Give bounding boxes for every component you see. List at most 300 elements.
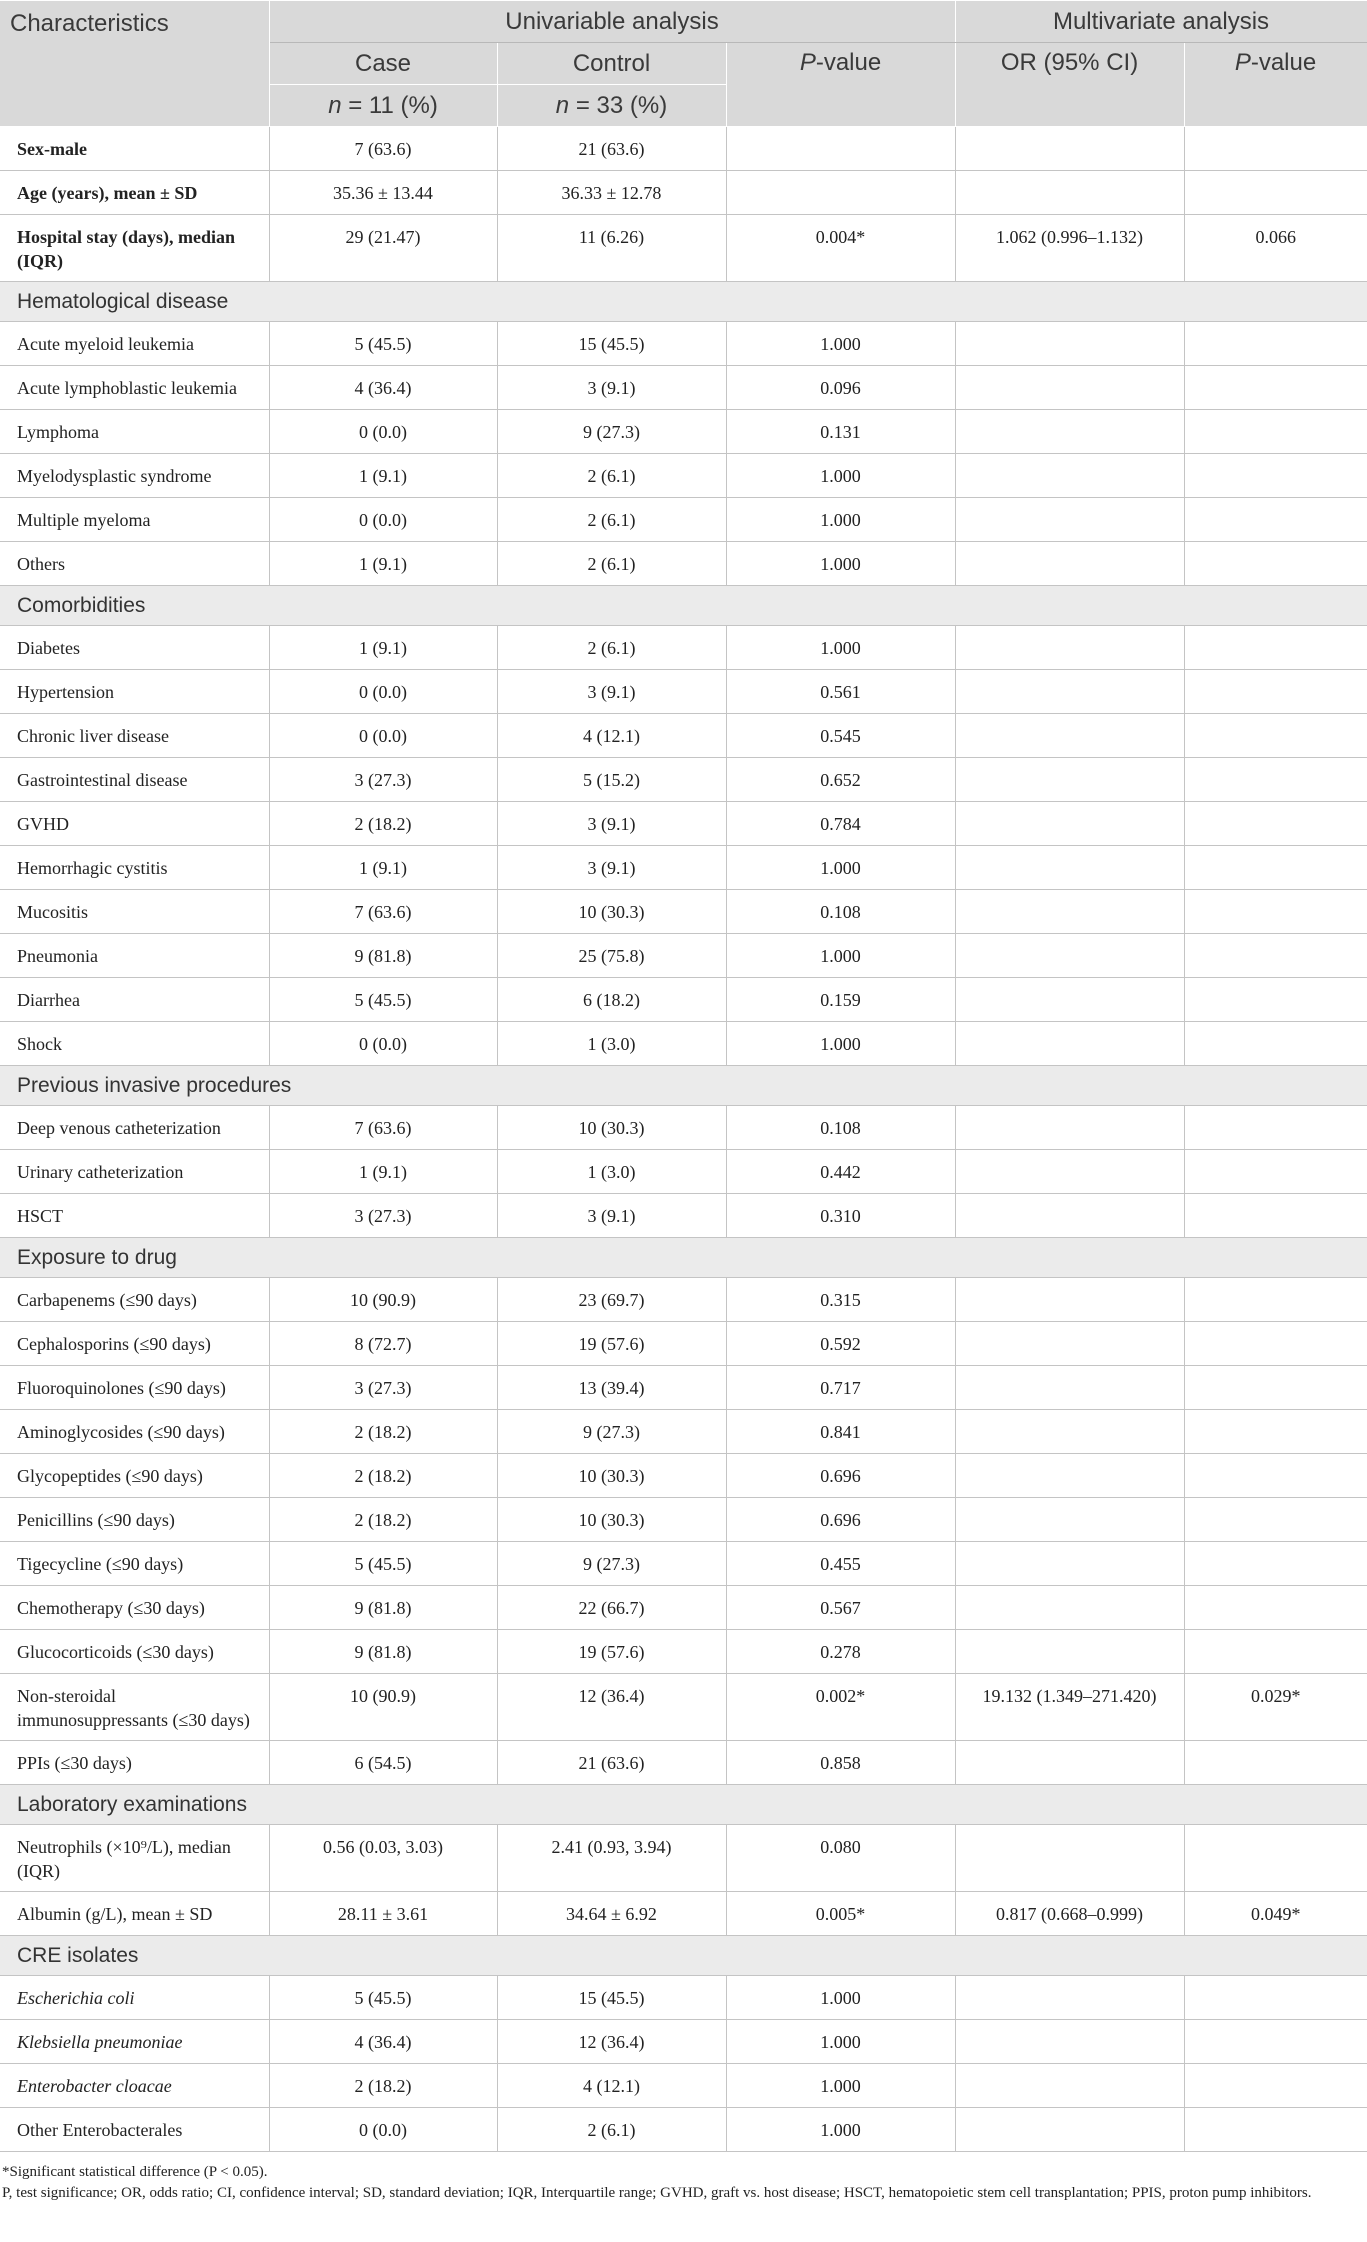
cell-multivariate-pvalue bbox=[1184, 498, 1367, 542]
cell-case: 1 (9.1) bbox=[269, 542, 497, 586]
cell-or-ci bbox=[955, 1150, 1184, 1194]
table-row bbox=[0, 1278, 1367, 1322]
table-row bbox=[0, 890, 1367, 934]
cell-case: 4 (36.4) bbox=[269, 366, 497, 410]
cell-characteristic: Hospital stay (days), median (IQR) bbox=[0, 215, 269, 282]
cell-or-ci bbox=[955, 322, 1184, 366]
cell-univariable-pvalue: 1.000 bbox=[726, 846, 955, 890]
cell-characteristic: Klebsiella pneumoniae bbox=[0, 2020, 269, 2064]
cell-characteristic: Multiple myeloma bbox=[0, 498, 269, 542]
cell-univariable-pvalue: 0.002* bbox=[726, 1674, 955, 1741]
table-row bbox=[0, 626, 1367, 670]
cell-or-ci bbox=[955, 1278, 1184, 1322]
cell-case: 5 (45.5) bbox=[269, 978, 497, 1022]
cell-multivariate-pvalue bbox=[1184, 542, 1367, 586]
cell-univariable-pvalue: 1.000 bbox=[726, 2020, 955, 2064]
cell-multivariate-pvalue bbox=[1184, 1630, 1367, 1674]
header-or-ci: OR (95% CI) bbox=[955, 43, 1184, 127]
table-body bbox=[0, 127, 1367, 2152]
section-row bbox=[0, 586, 1367, 626]
cell-characteristic: Deep venous catheterization bbox=[0, 1106, 269, 1150]
cell-univariable-pvalue: 1.000 bbox=[726, 1976, 955, 2020]
table-row bbox=[0, 846, 1367, 890]
cell-or-ci bbox=[955, 454, 1184, 498]
header-case: Case bbox=[269, 43, 497, 85]
cell-or-ci bbox=[955, 410, 1184, 454]
cell-univariable-pvalue: 0.442 bbox=[726, 1150, 955, 1194]
cell-multivariate-pvalue bbox=[1184, 846, 1367, 890]
cell-control: 9 (27.3) bbox=[497, 1542, 726, 1586]
cell-control: 12 (36.4) bbox=[497, 1674, 726, 1741]
cell-characteristic: Acute myeloid leukemia bbox=[0, 322, 269, 366]
cell-multivariate-pvalue bbox=[1184, 758, 1367, 802]
table-row bbox=[0, 215, 1367, 282]
cell-characteristic: PPIs (≤30 days) bbox=[0, 1741, 269, 1785]
cell-characteristic: Chemotherapy (≤30 days) bbox=[0, 1586, 269, 1630]
cell-case: 2 (18.2) bbox=[269, 802, 497, 846]
cell-or-ci bbox=[955, 498, 1184, 542]
table-row bbox=[0, 1410, 1367, 1454]
cell-or-ci bbox=[955, 1542, 1184, 1586]
cell-univariable-pvalue: 0.310 bbox=[726, 1194, 955, 1238]
cell-characteristic: Diabetes bbox=[0, 626, 269, 670]
cell-case: 28.11 ± 3.61 bbox=[269, 1892, 497, 1936]
table-row bbox=[0, 758, 1367, 802]
cell-case: 7 (63.6) bbox=[269, 127, 497, 171]
cell-characteristic: Acute lymphoblastic leukemia bbox=[0, 366, 269, 410]
table-row bbox=[0, 1586, 1367, 1630]
cell-characteristic: Aminoglycosides (≤90 days) bbox=[0, 1410, 269, 1454]
cell-or-ci bbox=[955, 1630, 1184, 1674]
cell-or-ci bbox=[955, 846, 1184, 890]
table-row bbox=[0, 1630, 1367, 1674]
cell-case: 0 (0.0) bbox=[269, 410, 497, 454]
cell-multivariate-pvalue: 0.066 bbox=[1184, 215, 1367, 282]
table-row bbox=[0, 1106, 1367, 1150]
cell-multivariate-pvalue bbox=[1184, 322, 1367, 366]
cell-univariable-pvalue: 0.455 bbox=[726, 1542, 955, 1586]
cell-case: 1 (9.1) bbox=[269, 1150, 497, 1194]
cell-univariable-pvalue: 0.096 bbox=[726, 366, 955, 410]
cell-case: 7 (63.6) bbox=[269, 1106, 497, 1150]
cell-control: 22 (66.7) bbox=[497, 1586, 726, 1630]
table-row bbox=[0, 1322, 1367, 1366]
cell-or-ci: 1.062 (0.996–1.132) bbox=[955, 215, 1184, 282]
cell-case: 9 (81.8) bbox=[269, 934, 497, 978]
section-row bbox=[0, 1785, 1367, 1825]
table-row bbox=[0, 978, 1367, 1022]
section-heading: Laboratory examinations bbox=[0, 1785, 1367, 1825]
cell-case: 2 (18.2) bbox=[269, 1454, 497, 1498]
cell-univariable-pvalue: 0.717 bbox=[726, 1366, 955, 1410]
cell-control: 23 (69.7) bbox=[497, 1278, 726, 1322]
header-multivariate-pvalue: P-value bbox=[1184, 43, 1367, 127]
cell-case: 3 (27.3) bbox=[269, 1366, 497, 1410]
table-row bbox=[0, 1674, 1367, 1741]
table-row bbox=[0, 802, 1367, 846]
cell-univariable-pvalue bbox=[726, 171, 955, 215]
cell-characteristic: Penicillins (≤90 days) bbox=[0, 1498, 269, 1542]
cell-multivariate-pvalue bbox=[1184, 1278, 1367, 1322]
cell-univariable-pvalue: 0.315 bbox=[726, 1278, 955, 1322]
cell-univariable-pvalue: 1.000 bbox=[726, 1022, 955, 1066]
cell-univariable-pvalue: 0.567 bbox=[726, 1586, 955, 1630]
cell-multivariate-pvalue bbox=[1184, 802, 1367, 846]
cell-or-ci bbox=[955, 171, 1184, 215]
cell-multivariate-pvalue bbox=[1184, 454, 1367, 498]
cell-characteristic: Carbapenems (≤90 days) bbox=[0, 1278, 269, 1322]
cell-univariable-pvalue: 1.000 bbox=[726, 2108, 955, 2152]
cell-multivariate-pvalue bbox=[1184, 1150, 1367, 1194]
cell-control: 9 (27.3) bbox=[497, 1410, 726, 1454]
cell-or-ci: 19.132 (1.349–271.420) bbox=[955, 1674, 1184, 1741]
cell-characteristic: Urinary catheterization bbox=[0, 1150, 269, 1194]
cell-characteristic: Hypertension bbox=[0, 670, 269, 714]
cell-univariable-pvalue: 0.131 bbox=[726, 410, 955, 454]
cell-case: 0 (0.0) bbox=[269, 1022, 497, 1066]
cell-control: 9 (27.3) bbox=[497, 410, 726, 454]
cell-multivariate-pvalue bbox=[1184, 2064, 1367, 2108]
header-univariable-analysis: Univariable analysis bbox=[269, 1, 955, 43]
cell-control: 1 (3.0) bbox=[497, 1150, 726, 1194]
cell-or-ci bbox=[955, 1741, 1184, 1785]
cell-control: 19 (57.6) bbox=[497, 1322, 726, 1366]
cell-characteristic: Glucocorticoids (≤30 days) bbox=[0, 1630, 269, 1674]
cell-or-ci bbox=[955, 978, 1184, 1022]
cell-case: 0 (0.0) bbox=[269, 714, 497, 758]
cell-control: 3 (9.1) bbox=[497, 1194, 726, 1238]
table-row bbox=[0, 1892, 1367, 1936]
cell-univariable-pvalue: 0.278 bbox=[726, 1630, 955, 1674]
cell-control: 25 (75.8) bbox=[497, 934, 726, 978]
cell-control: 3 (9.1) bbox=[497, 366, 726, 410]
cell-case: 2 (18.2) bbox=[269, 1410, 497, 1454]
cell-multivariate-pvalue bbox=[1184, 1498, 1367, 1542]
table-row bbox=[0, 542, 1367, 586]
cell-case: 0 (0.0) bbox=[269, 2108, 497, 2152]
header-characteristics: Characteristics bbox=[0, 1, 269, 127]
cell-characteristic: Myelodysplastic syndrome bbox=[0, 454, 269, 498]
cell-case: 5 (45.5) bbox=[269, 1976, 497, 2020]
cell-control: 6 (18.2) bbox=[497, 978, 726, 1022]
cell-univariable-pvalue: 0.652 bbox=[726, 758, 955, 802]
cell-univariable-pvalue: 1.000 bbox=[726, 2064, 955, 2108]
cell-multivariate-pvalue bbox=[1184, 1322, 1367, 1366]
cell-characteristic: Pneumonia bbox=[0, 934, 269, 978]
header-multivariate-analysis: Multivariate analysis bbox=[955, 1, 1367, 43]
cell-or-ci bbox=[955, 1825, 1184, 1892]
cell-univariable-pvalue: 0.005* bbox=[726, 1892, 955, 1936]
cell-or-ci bbox=[955, 2020, 1184, 2064]
cell-characteristic: Albumin (g/L), mean ± SD bbox=[0, 1892, 269, 1936]
cell-control: 36.33 ± 12.78 bbox=[497, 171, 726, 215]
cell-case: 2 (18.2) bbox=[269, 2064, 497, 2108]
header-control-n: n = 33 (%) bbox=[497, 85, 726, 127]
cell-univariable-pvalue: 0.784 bbox=[726, 802, 955, 846]
table-row bbox=[0, 454, 1367, 498]
table-row bbox=[0, 1741, 1367, 1785]
cell-control: 2 (6.1) bbox=[497, 498, 726, 542]
cell-control: 10 (30.3) bbox=[497, 890, 726, 934]
footnote-significance: *Significant statistical difference (P < 0.05). bbox=[2, 2164, 268, 2180]
section-heading: Exposure to drug bbox=[0, 1238, 1367, 1278]
cell-multivariate-pvalue bbox=[1184, 1542, 1367, 1586]
cell-or-ci bbox=[955, 1586, 1184, 1630]
table-row bbox=[0, 498, 1367, 542]
cell-characteristic: Fluoroquinolones (≤90 days) bbox=[0, 1366, 269, 1410]
cell-characteristic: Age (years), mean ± SD bbox=[0, 171, 269, 215]
cell-control: 10 (30.3) bbox=[497, 1106, 726, 1150]
cell-characteristic: HSCT bbox=[0, 1194, 269, 1238]
cell-case: 10 (90.9) bbox=[269, 1674, 497, 1741]
cell-univariable-pvalue: 0.858 bbox=[726, 1741, 955, 1785]
cell-characteristic: Others bbox=[0, 542, 269, 586]
cell-control: 3 (9.1) bbox=[497, 670, 726, 714]
cell-or-ci bbox=[955, 802, 1184, 846]
header-control: Control bbox=[497, 43, 726, 85]
cell-control: 3 (9.1) bbox=[497, 802, 726, 846]
cell-case: 9 (81.8) bbox=[269, 1586, 497, 1630]
cell-control: 19 (57.6) bbox=[497, 1630, 726, 1674]
cell-multivariate-pvalue bbox=[1184, 127, 1367, 171]
cell-characteristic: Diarrhea bbox=[0, 978, 269, 1022]
cell-characteristic: Enterobacter cloacae bbox=[0, 2064, 269, 2108]
cell-or-ci bbox=[955, 127, 1184, 171]
cell-univariable-pvalue bbox=[726, 127, 955, 171]
cell-control: 4 (12.1) bbox=[497, 2064, 726, 2108]
cell-case: 3 (27.3) bbox=[269, 1194, 497, 1238]
cell-case: 3 (27.3) bbox=[269, 758, 497, 802]
table-row bbox=[0, 1150, 1367, 1194]
cell-or-ci bbox=[955, 1106, 1184, 1150]
cell-univariable-pvalue: 0.108 bbox=[726, 890, 955, 934]
cell-control: 2 (6.1) bbox=[497, 542, 726, 586]
cell-characteristic: Non-steroidal immunosuppressants (≤30 days) bbox=[0, 1674, 269, 1741]
cell-case: 8 (72.7) bbox=[269, 1322, 497, 1366]
cell-or-ci bbox=[955, 758, 1184, 802]
cell-multivariate-pvalue bbox=[1184, 890, 1367, 934]
cell-case: 0.56 (0.03, 3.03) bbox=[269, 1825, 497, 1892]
cell-case: 2 (18.2) bbox=[269, 1498, 497, 1542]
cell-multivariate-pvalue bbox=[1184, 1741, 1367, 1785]
cell-univariable-pvalue: 0.159 bbox=[726, 978, 955, 1022]
cell-case: 7 (63.6) bbox=[269, 890, 497, 934]
table-row bbox=[0, 1194, 1367, 1238]
cell-control: 15 (45.5) bbox=[497, 1976, 726, 2020]
cell-multivariate-pvalue bbox=[1184, 171, 1367, 215]
table-row bbox=[0, 1366, 1367, 1410]
section-row bbox=[0, 1066, 1367, 1106]
cell-characteristic: Glycopeptides (≤90 days) bbox=[0, 1454, 269, 1498]
table-row bbox=[0, 2064, 1367, 2108]
cell-case: 9 (81.8) bbox=[269, 1630, 497, 1674]
cell-case: 4 (36.4) bbox=[269, 2020, 497, 2064]
cell-control: 10 (30.3) bbox=[497, 1498, 726, 1542]
cell-multivariate-pvalue bbox=[1184, 934, 1367, 978]
section-heading: Previous invasive procedures bbox=[0, 1066, 1367, 1106]
table-row bbox=[0, 670, 1367, 714]
cell-univariable-pvalue: 1.000 bbox=[726, 542, 955, 586]
section-row bbox=[0, 1238, 1367, 1278]
cell-case: 10 (90.9) bbox=[269, 1278, 497, 1322]
cell-univariable-pvalue: 1.000 bbox=[726, 322, 955, 366]
cell-univariable-pvalue: 0.592 bbox=[726, 1322, 955, 1366]
cell-multivariate-pvalue: 0.049* bbox=[1184, 1892, 1367, 1936]
cell-or-ci bbox=[955, 1976, 1184, 2020]
cell-or-ci bbox=[955, 1498, 1184, 1542]
cell-univariable-pvalue: 0.545 bbox=[726, 714, 955, 758]
cell-univariable-pvalue: 1.000 bbox=[726, 934, 955, 978]
cell-multivariate-pvalue bbox=[1184, 1022, 1367, 1066]
cell-control: 13 (39.4) bbox=[497, 1366, 726, 1410]
section-heading: Hematological disease bbox=[0, 282, 1367, 322]
cell-characteristic: GVHD bbox=[0, 802, 269, 846]
cell-characteristic: Escherichia coli bbox=[0, 1976, 269, 2020]
cell-characteristic: Shock bbox=[0, 1022, 269, 1066]
cell-univariable-pvalue: 0.561 bbox=[726, 670, 955, 714]
cell-or-ci bbox=[955, 366, 1184, 410]
cell-case: 5 (45.5) bbox=[269, 322, 497, 366]
cell-control: 1 (3.0) bbox=[497, 1022, 726, 1066]
cell-case: 6 (54.5) bbox=[269, 1741, 497, 1785]
cell-or-ci bbox=[955, 670, 1184, 714]
cell-control: 21 (63.6) bbox=[497, 1741, 726, 1785]
cell-or-ci bbox=[955, 890, 1184, 934]
cell-characteristic: Chronic liver disease bbox=[0, 714, 269, 758]
cell-characteristic: Other Enterobacterales bbox=[0, 2108, 269, 2152]
cell-control: 5 (15.2) bbox=[497, 758, 726, 802]
cell-or-ci: 0.817 (0.668–0.999) bbox=[955, 1892, 1184, 1936]
cell-characteristic: Cephalosporins (≤90 days) bbox=[0, 1322, 269, 1366]
cell-or-ci bbox=[955, 626, 1184, 670]
cell-univariable-pvalue: 0.696 bbox=[726, 1498, 955, 1542]
table-row bbox=[0, 1454, 1367, 1498]
cell-or-ci bbox=[955, 1022, 1184, 1066]
cell-or-ci bbox=[955, 1194, 1184, 1238]
cell-multivariate-pvalue bbox=[1184, 1106, 1367, 1150]
cell-case: 29 (21.47) bbox=[269, 215, 497, 282]
cell-univariable-pvalue: 1.000 bbox=[726, 626, 955, 670]
cell-case: 1 (9.1) bbox=[269, 626, 497, 670]
cell-univariable-pvalue: 0.080 bbox=[726, 1825, 955, 1892]
table-row bbox=[0, 2108, 1367, 2152]
cell-characteristic: Sex-male bbox=[0, 127, 269, 171]
cell-control: 21 (63.6) bbox=[497, 127, 726, 171]
cell-multivariate-pvalue bbox=[1184, 978, 1367, 1022]
table-row bbox=[0, 171, 1367, 215]
cell-univariable-pvalue: 0.841 bbox=[726, 1410, 955, 1454]
cell-multivariate-pvalue bbox=[1184, 1454, 1367, 1498]
cell-case: 1 (9.1) bbox=[269, 454, 497, 498]
cell-or-ci bbox=[955, 2064, 1184, 2108]
cell-or-ci bbox=[955, 934, 1184, 978]
table-row bbox=[0, 1825, 1367, 1892]
header-case-n: n = 11 (%) bbox=[269, 85, 497, 127]
cell-multivariate-pvalue bbox=[1184, 1410, 1367, 1454]
cell-multivariate-pvalue bbox=[1184, 366, 1367, 410]
cell-case: 0 (0.0) bbox=[269, 670, 497, 714]
table-row bbox=[0, 2020, 1367, 2064]
cell-case: 35.36 ± 13.44 bbox=[269, 171, 497, 215]
table-row bbox=[0, 366, 1367, 410]
cell-control: 3 (9.1) bbox=[497, 846, 726, 890]
cell-or-ci bbox=[955, 714, 1184, 758]
cell-or-ci bbox=[955, 1454, 1184, 1498]
table-row bbox=[0, 1976, 1367, 2020]
cell-control: 4 (12.1) bbox=[497, 714, 726, 758]
cell-case: 1 (9.1) bbox=[269, 846, 497, 890]
cell-control: 15 (45.5) bbox=[497, 322, 726, 366]
table-row bbox=[0, 1542, 1367, 1586]
header-univariable-pvalue: P-value bbox=[726, 43, 955, 127]
cell-multivariate-pvalue bbox=[1184, 1586, 1367, 1630]
cell-univariable-pvalue: 0.004* bbox=[726, 215, 955, 282]
cell-multivariate-pvalue bbox=[1184, 626, 1367, 670]
cell-multivariate-pvalue bbox=[1184, 1366, 1367, 1410]
cell-multivariate-pvalue bbox=[1184, 410, 1367, 454]
cell-or-ci bbox=[955, 1410, 1184, 1454]
section-row bbox=[0, 1936, 1367, 1976]
section-row bbox=[0, 282, 1367, 322]
cell-multivariate-pvalue: 0.029* bbox=[1184, 1674, 1367, 1741]
footnote-abbreviations: P, test significance; OR, odds ratio; CI, confidence interval; SD, standard deviation; IQR, Interquartile range; GVHD, graft vs. host disease; HSCT, hematopoietic stem cell transplantation; PPIS, proton pump inhibitors. bbox=[2, 2185, 1312, 2201]
cell-characteristic: Hemorrhagic cystitis bbox=[0, 846, 269, 890]
cell-control: 10 (30.3) bbox=[497, 1454, 726, 1498]
table-header bbox=[0, 1, 1367, 127]
cell-control: 11 (6.26) bbox=[497, 215, 726, 282]
cell-characteristic: Gastrointestinal disease bbox=[0, 758, 269, 802]
cell-multivariate-pvalue bbox=[1184, 1976, 1367, 2020]
cell-or-ci bbox=[955, 542, 1184, 586]
cell-control: 12 (36.4) bbox=[497, 2020, 726, 2064]
table-row bbox=[0, 1498, 1367, 1542]
cell-multivariate-pvalue bbox=[1184, 714, 1367, 758]
cell-multivariate-pvalue bbox=[1184, 670, 1367, 714]
table-row bbox=[0, 322, 1367, 366]
cell-multivariate-pvalue bbox=[1184, 1194, 1367, 1238]
table-row bbox=[0, 1022, 1367, 1066]
cell-multivariate-pvalue bbox=[1184, 2108, 1367, 2152]
cell-control: 34.64 ± 6.92 bbox=[497, 1892, 726, 1936]
cell-characteristic: Neutrophils (×10⁹/L), median (IQR) bbox=[0, 1825, 269, 1892]
cell-control: 2 (6.1) bbox=[497, 626, 726, 670]
cell-or-ci bbox=[955, 1322, 1184, 1366]
cell-control: 2 (6.1) bbox=[497, 2108, 726, 2152]
cell-or-ci bbox=[955, 2108, 1184, 2152]
section-heading: CRE isolates bbox=[0, 1936, 1367, 1976]
cell-control: 2 (6.1) bbox=[497, 454, 726, 498]
cell-or-ci bbox=[955, 1366, 1184, 1410]
cell-univariable-pvalue: 1.000 bbox=[726, 498, 955, 542]
table-row bbox=[0, 127, 1367, 171]
table-row bbox=[0, 934, 1367, 978]
cell-case: 0 (0.0) bbox=[269, 498, 497, 542]
cell-multivariate-pvalue bbox=[1184, 1825, 1367, 1892]
cell-characteristic: Mucositis bbox=[0, 890, 269, 934]
cell-univariable-pvalue: 0.108 bbox=[726, 1106, 955, 1150]
cell-univariable-pvalue: 1.000 bbox=[726, 454, 955, 498]
table-footnotes bbox=[0, 2152, 1367, 2204]
cell-univariable-pvalue: 0.696 bbox=[726, 1454, 955, 1498]
cell-characteristic: Lymphoma bbox=[0, 410, 269, 454]
cell-case: 5 (45.5) bbox=[269, 1542, 497, 1586]
table-row bbox=[0, 714, 1367, 758]
cell-characteristic: Tigecycline (≤90 days) bbox=[0, 1542, 269, 1586]
section-heading: Comorbidities bbox=[0, 586, 1367, 626]
table-row bbox=[0, 410, 1367, 454]
cell-control: 2.41 (0.93, 3.94) bbox=[497, 1825, 726, 1892]
cell-multivariate-pvalue bbox=[1184, 2020, 1367, 2064]
